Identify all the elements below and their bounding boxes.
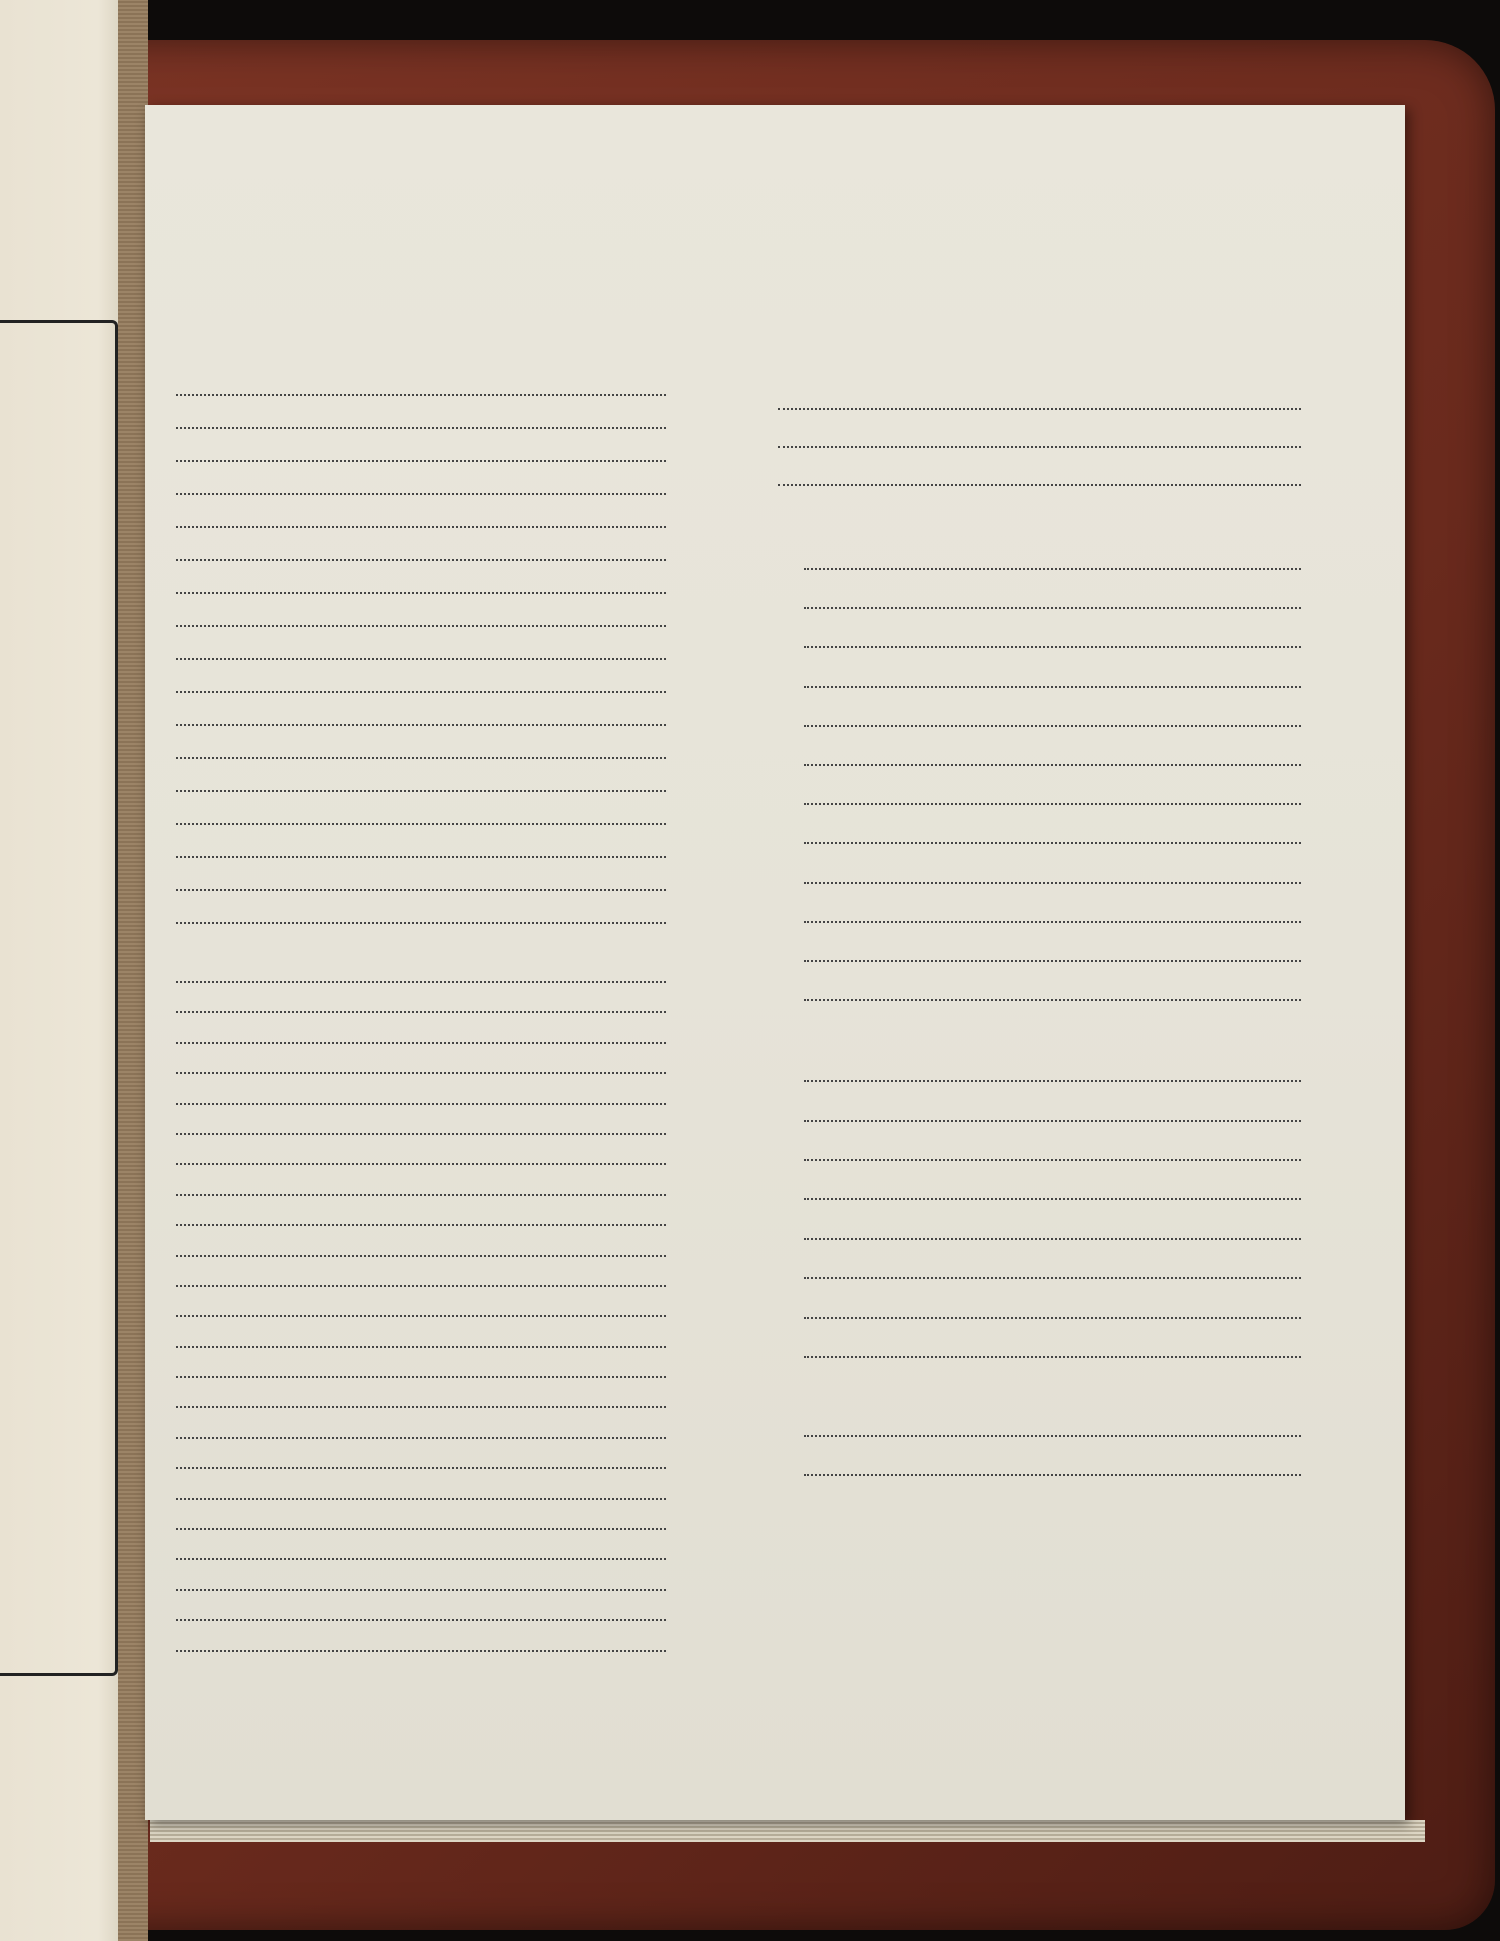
dot-leader [176, 493, 666, 495]
dot-leader [176, 1224, 666, 1226]
dot-leader [176, 790, 666, 792]
dot-leader [804, 568, 1301, 570]
dot-leader [176, 559, 666, 561]
column-header [750, 365, 1335, 405]
dot-leader [176, 1619, 666, 1621]
dot-leader [176, 1437, 666, 1439]
section-entries [750, 413, 1335, 527]
dot-leader [176, 1650, 666, 1652]
dot-leader [778, 446, 1301, 448]
dot-leader [804, 999, 1301, 1001]
dot-leader [176, 823, 666, 825]
page-edges [150, 1820, 1425, 1842]
dot-leader [804, 1435, 1301, 1437]
dot-leader [804, 686, 1301, 688]
dot-leader [778, 484, 1301, 486]
dot-leader [176, 1406, 666, 1408]
dot-leader [176, 889, 666, 891]
dot-leader [804, 1474, 1301, 1476]
dot-leader [176, 1133, 666, 1135]
dot-leader [176, 1011, 666, 1013]
dot-leader [176, 1376, 666, 1378]
dot-leader [176, 1467, 666, 1469]
dot-leader [176, 922, 666, 924]
dot-leader [804, 1159, 1301, 1161]
toc-entry [750, 1004, 1335, 1043]
dot-leader [804, 725, 1301, 727]
toc-entry [750, 489, 1335, 527]
dot-leader [804, 1120, 1301, 1122]
dot-leader [176, 592, 666, 594]
dot-leader [176, 724, 666, 726]
toc-left-column [130, 355, 700, 1685]
dot-leader [804, 960, 1301, 962]
dot-leader [176, 856, 666, 858]
toc-section [750, 557, 1335, 1043]
toc-entry [750, 1479, 1335, 1518]
section-entries [130, 986, 700, 1685]
dot-leader [804, 1238, 1301, 1240]
dot-leader [176, 625, 666, 627]
section-entries [750, 1440, 1335, 1518]
dot-leader [176, 427, 666, 429]
dot-leader [804, 882, 1301, 884]
dot-leader [804, 803, 1301, 805]
dot-leader [176, 981, 666, 983]
toc-section [750, 1069, 1335, 1400]
dot-leader [176, 1528, 666, 1530]
dot-leader [176, 757, 666, 759]
toc-entry [750, 1361, 1335, 1400]
dot-leader [804, 646, 1301, 648]
dot-leader [804, 764, 1301, 766]
dot-leader [176, 691, 666, 693]
dot-leader [176, 1498, 666, 1500]
toc-section [750, 405, 1335, 527]
dot-leader [804, 607, 1301, 609]
toc-section [130, 395, 700, 960]
toc-entry [130, 1655, 700, 1685]
dot-leader [176, 1558, 666, 1560]
dot-leader [176, 1163, 666, 1165]
toc-section [130, 982, 700, 1685]
dot-leader [778, 408, 1301, 410]
toc-right-column [750, 365, 1335, 1518]
dot-leader [176, 1042, 666, 1044]
dot-leader [804, 1198, 1301, 1200]
dot-leader [176, 1194, 666, 1196]
toc-section [750, 1426, 1335, 1518]
dot-leader [804, 1080, 1301, 1082]
section-entries [750, 573, 1335, 1043]
section-entries [130, 399, 700, 960]
dot-leader [176, 1072, 666, 1074]
dot-leader [804, 921, 1301, 923]
dot-leader [176, 1346, 666, 1348]
dot-leader [176, 658, 666, 660]
section-entries [750, 1085, 1335, 1400]
dot-leader [176, 1103, 666, 1105]
dot-leader [176, 1285, 666, 1287]
dot-leader [804, 842, 1301, 844]
column-header [130, 355, 700, 395]
dot-leader [176, 1589, 666, 1591]
dot-leader [176, 394, 666, 396]
dot-leader [176, 1255, 666, 1257]
dot-leader [804, 1277, 1301, 1279]
dot-leader [176, 1315, 666, 1317]
toc-entry [130, 927, 700, 960]
dot-leader [804, 1317, 1301, 1319]
dot-leader [176, 460, 666, 462]
dot-leader [176, 526, 666, 528]
prev-page-frame [0, 320, 118, 1676]
dot-leader [804, 1356, 1301, 1358]
